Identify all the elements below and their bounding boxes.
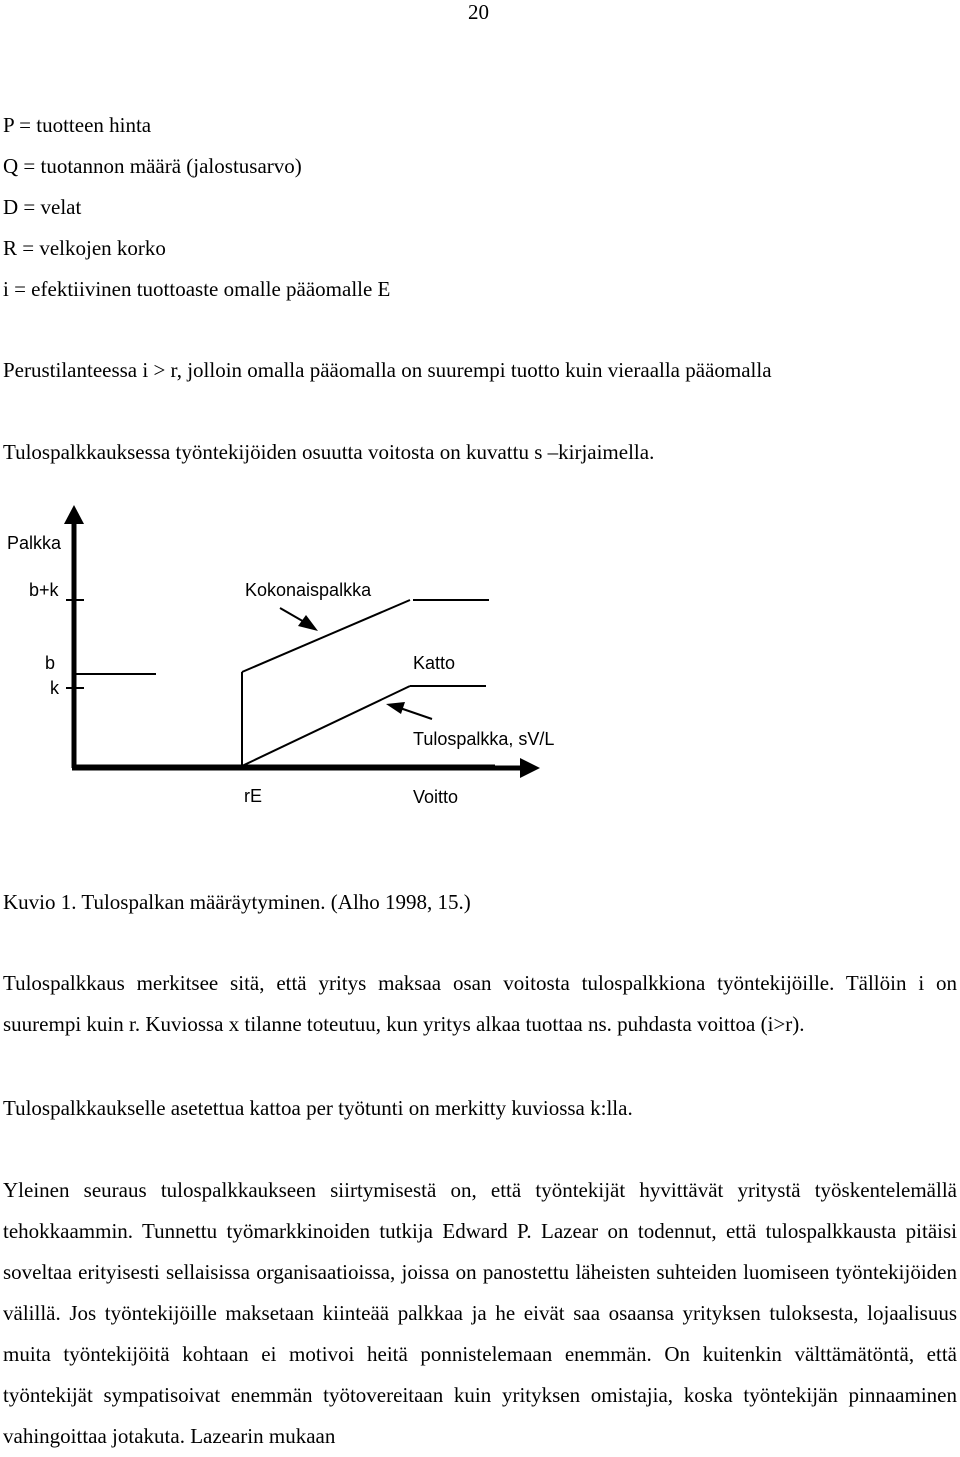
label-kokonaispalkka: Kokonaispalkka [245,580,372,600]
label-k: k [50,678,59,698]
tulospalkka-pointer-head [386,702,405,714]
paragraph-katto: Tulospalkkaukselle asetettua kattoa per työtunti on merkitty kuviossa k:lla. [3,1096,633,1120]
y-axis-arrow [64,505,84,524]
kokonaispalkka-pointer-head [298,615,318,631]
label-katto: Katto [413,653,456,673]
x-axis-arrow [520,758,540,778]
kokonaispalkka-line [242,600,410,672]
page-number: 20 [468,0,489,24]
figure-diagram [0,500,600,820]
paragraph-tulospalkkaus: Tulospalkkaus merkitsee sitä, että yritys maksaa osan voitosta tulospalkkiona työntekijöille. Tällöin i on suurempi kuin r. Kuviossa x tilanne toteutuu, kun yritys alkaa tuottaa ns. puhdasta voittoa (i>r). [3,971,957,1036]
tulospalkka-pointer-line [400,708,432,719]
label-re: rE [244,786,262,806]
definition-d: D = velat [3,195,82,219]
paragraph-baseline: Perustilanteessa i > r, jolloin omalla pääomalla on suurempi tuotto kuin vieraalla pääomalla [3,358,772,382]
label-b: b [45,653,56,673]
paragraph-intro: Tulospalkkauksessa työntekijöiden osuutta voitosta on kuvattu s –kirjaimella. [3,440,655,464]
label-palkka: Palkka [7,533,62,553]
tulospalkka-line [242,686,410,766]
definition-r: R = velkojen korko [3,236,166,260]
label-voitto: Voitto [413,787,459,807]
label-tulospalkka: Tulospalkka, sV/L [413,729,555,749]
definition-q: Q = tuotannon määrä (jalostusarvo) [3,154,302,178]
figure-tulospalkka [0,500,600,820]
paragraph-lazear: Yleinen seuraus tulospalkkaukseen siirtymisestä on, että työntekijät hyvittävät yritystä työskentelemällä tehokkaammin. Tunnettu työmarkkinoiden tutkija Edward P. Lazear on todennut, että tulospalkkausta pitäisi soveltaa erityisesti sellaisissa organisaatioissa, joissa on panostettu läheisten suhteiden luomiseen työntekijöiden välillä. Jos työntekijöille maksetaan kiinteää palkkaa ja he eivät saa osaansa yrityksen tuloksesta, lojaalisuus muita työntekijöitä kohtaan ei motivoi heitä ponnistelemaan enemmän. On kuitenkin välttämätöntä, että työntekijät sympatisoivat enemmän työtovereitaan kuin yrityksen omistajia, koska työntekijän pinnaaminen vahingoittaa jotakuta. Lazearin mukaan [3,1178,957,1448]
label-b-plus-k: b+k [29,580,59,600]
definition-i: i = efektiivinen tuottoaste omalle pääomalle E [3,277,391,301]
figure-caption: Kuvio 1. Tulospalkan määräytyminen. (Alho 1998, 15.) [3,890,471,914]
definition-p: P = tuotteen hinta [3,113,152,137]
